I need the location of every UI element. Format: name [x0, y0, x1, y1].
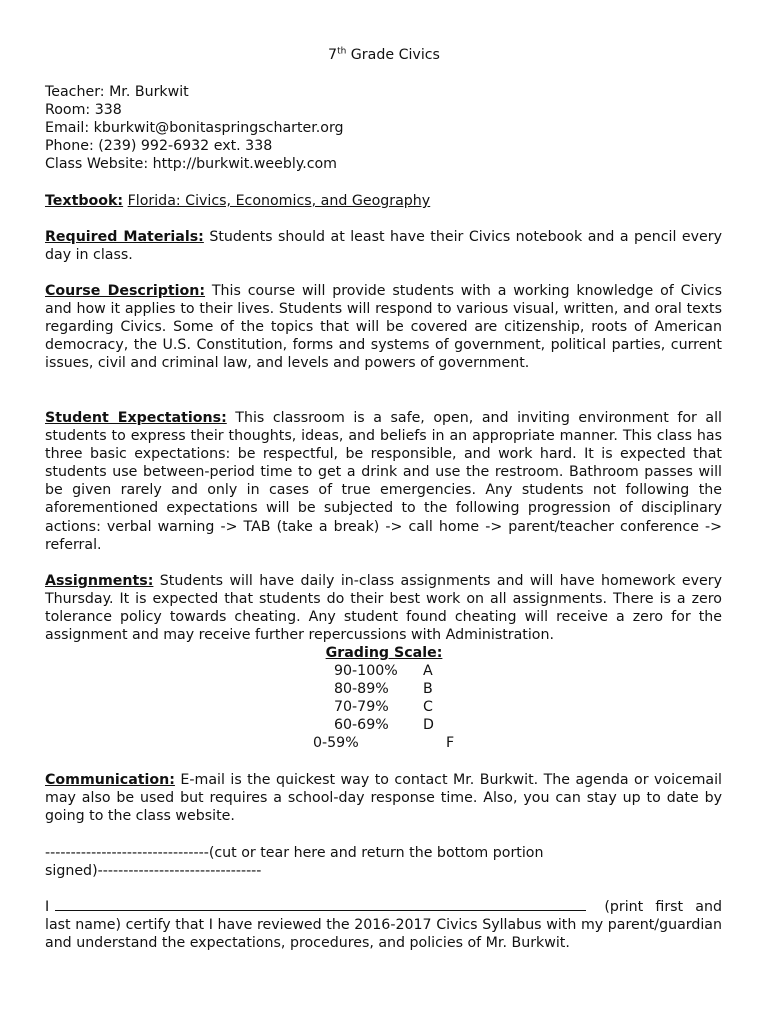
website-line: Class Website: http://burkwit.weebly.com — [45, 156, 337, 173]
contact-info — [45, 83, 722, 173]
grading-scale — [0, 644, 768, 662]
expectations-label: Student Expectations: — [45, 410, 227, 426]
grade-range: 90-100% — [334, 663, 398, 679]
grading-heading: Grading Scale: — [325, 645, 443, 661]
grade-letter: A — [423, 663, 433, 679]
assignments-label: Assignments: — [45, 573, 154, 589]
description-text: This course will provide students with a working knowledge of Civics and how it applies to their lives. Students will respond to various visual, written, and oral texts regarding Civics. Some of the topics that will be covered are citizenship, roots of American democracy, the U.S. Constitution, forms and systems of government, political parties, current issues, civil and criminal law, and levels and powers of government. — [45, 283, 722, 372]
title-course: Grade Civics — [346, 47, 440, 63]
expectations-section — [45, 409, 722, 554]
name-signature-line[interactable] — [55, 898, 586, 911]
communication-section — [45, 771, 722, 825]
grade-letter: F — [446, 735, 455, 751]
email-line: Email: kburkwit@bonitaspringscharter.org — [45, 120, 344, 137]
grade-letter: C — [423, 699, 433, 715]
grade-range: 60-69% — [334, 717, 389, 733]
title-ordinal: th — [337, 46, 347, 57]
materials-label: Required Materials: — [45, 229, 204, 245]
assignments-text: Students will have daily in-class assignments and will have homework every Thursday. It is expected that students do their best work on all assignments. There is a zero tolerance policy towards cheating. Any student found cheating will receive a zero for the assignment and may receive further repercussions with Administration. — [45, 573, 722, 644]
textbook-label: Textbook: — [45, 193, 124, 209]
communication-text: E-mail is the quickest way to contact Mr. Burkwit. The agenda or voicemail may also be used but requires a school-day response time. Also, you can stay up to date by going to the class website. — [45, 772, 722, 825]
room-line: Room: 338 — [45, 102, 122, 119]
expectations-text: This classroom is a safe, open, and inviting environment for all students to express their thoughts, ideas, and beliefs in an appropriate manner. This class has three basic expectations: be respectful, be responsible, and work hard. It is expected that students use between-period time to get a drink and use the restroom. Bathroom passes will be given rarely and only in cases of true emergencies. Any students not following the aforementioned expectations will be subjected to the following progression of disciplinary actions: verbal warning -> TAB (take a break) -> call home -> parent/teacher conference -> referral. — [45, 410, 722, 553]
grade-range: 0-59% — [313, 735, 359, 751]
materials-section — [45, 228, 722, 264]
description-label: Course Description: — [45, 283, 206, 299]
cut-line — [45, 844, 722, 880]
phone-line: Phone: (239) 992-6932 ext. 338 — [45, 138, 273, 155]
grade-range: 70-79% — [334, 699, 389, 715]
certification-section — [45, 898, 722, 952]
cut-line-2: signed)-------------------------------- — [45, 863, 262, 880]
assignments-section — [45, 572, 722, 644]
certify-text: (print first and last name) certify that I have reviewed the 2016-2017 Civics Syllabus with my parent/guardian and understand the expectations, procedures, and policies of Mr. Burkwit. — [45, 899, 722, 952]
teacher-line: Teacher: Mr. Burkwit — [45, 84, 189, 100]
textbook-title: Florida: Civics, Economics, and Geography — [127, 193, 431, 209]
grade-letter: B — [423, 681, 433, 697]
page-title — [0, 46, 768, 64]
grade-range: 80-89% — [334, 681, 389, 697]
materials-text: Students should at least have their Civics notebook and a pencil every day in class. — [45, 229, 722, 264]
grade-letter: D — [423, 717, 434, 733]
certify-start: I — [45, 899, 50, 915]
cut-line-1: --------------------------------(cut or tear here and return the bottom portion — [45, 845, 544, 861]
description-section — [45, 282, 722, 372]
textbook-section — [45, 192, 722, 210]
communication-label: Communication: — [45, 772, 175, 788]
title-grade: 7 — [328, 47, 338, 63]
